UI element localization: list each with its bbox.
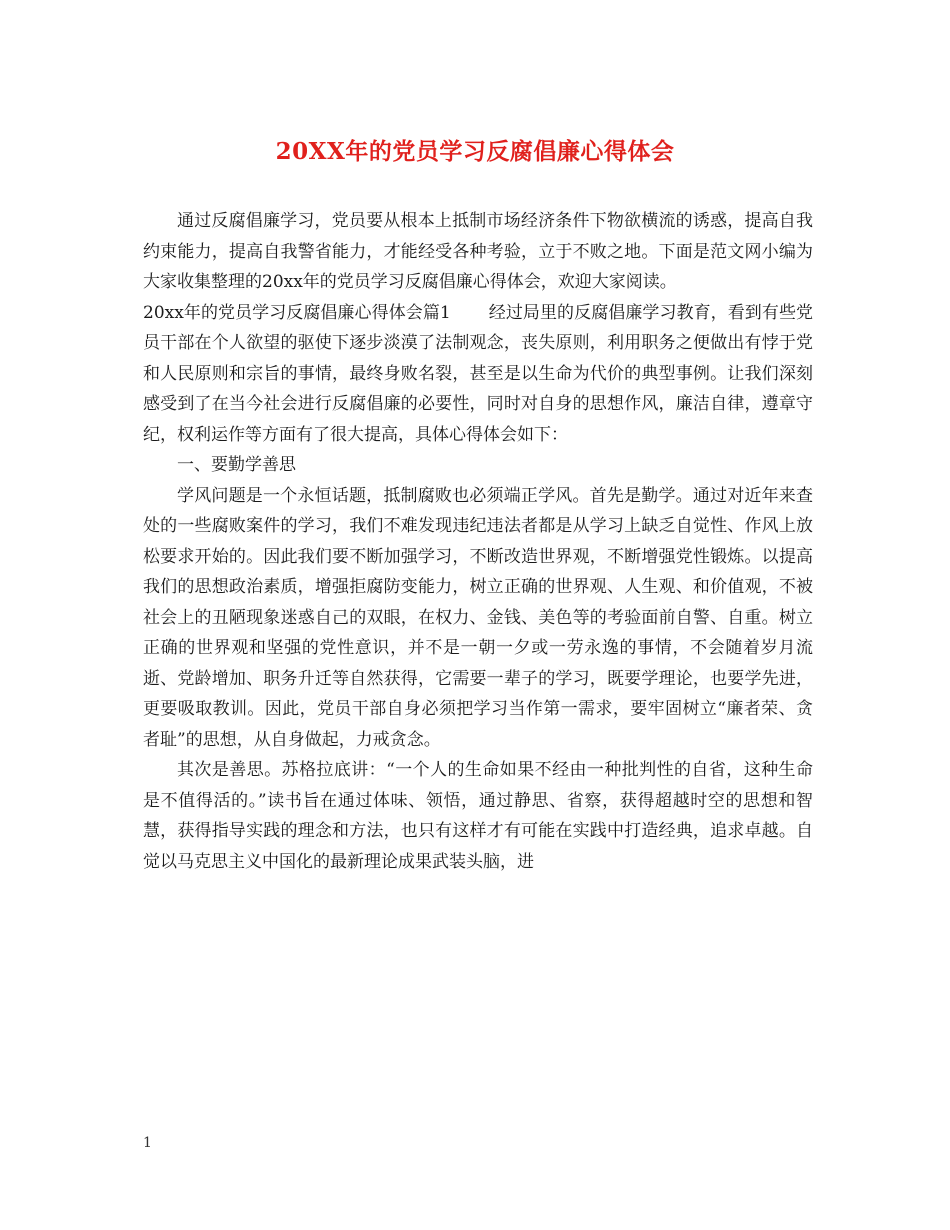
section-intro-text: 经过局里的反腐倡廉学习教育，看到有些党员干部在个人欲望的驱使下逐步淡漠了法制观念，丧失原则，利用职务之便做出有悖于党和人民原则和宗旨的事情，最终身败名裂，甚至是以生命为代价的典型事例。让我们深刻感受到了在当今社会进行反腐倡廉的必要性，同时对自身的思想作风，廉洁自律，遵章守纪，权利运作等方面有了很大提高，具体心得体会如下： — [143, 302, 814, 445]
section-paragraph — [143, 298, 813, 451]
section-label: 20xx年的党员学习反腐倡廉心得体会篇1 — [143, 302, 451, 323]
intro-paragraph: 通过反腐倡廉学习，党员要从根本上抵制市场经济条件下物欲横流的诱惑，提高自我约束能力，提高自我警省能力，才能经受各种考验，立于不败之地。下面是范文网小编为大家收集整理的20xx年的党员学习反腐倡廉心得体会，欢迎大家阅读。 — [143, 211, 813, 292]
document-title: 20XX年的党员学习反腐倡廉心得体会 — [275, 138, 675, 165]
paragraph-diligent-study: 学风问题是一个永恒话题，抵制腐败也必须端正学风。首先是勤学。通过对近年来查处的一些腐败案件的学习，我们不难发现违纪违法者都是从学习上缺乏自觉性、作风上放松要求开始的。因此我们要不断加强学习，不断改造世界观，不断增强党性锻炼。以提高我们的思想政治素质，增强拒腐防变能力，树立正确的世界观、人生观、和价值观，不被社会上的丑陋现象迷惑自己的双眼，在权力、金钱、美色等的考验面前自警、自重。树立正确的世界观和坚强的党性意识，并不是一朝一夕或一劳永逸的事情，不会随着岁月流逝、党龄增加、职务升迁等自然获得，它需要一辈子的学习，既要学理论，也要学先进，更要吸取教训。因此，党员干部自身必须把学习当作第一需求，要牢固树立“廉者荣、贪者耻”的思想，从自身做起，力戒贪念。 — [143, 485, 813, 750]
page-number: 1 — [143, 1135, 152, 1151]
heading-study: 一、要勤学善思 — [177, 455, 296, 475]
document-body — [143, 206, 813, 877]
paragraph-good-thinking: 其次是善思。苏格拉底讲：“一个人的生命如果不经由一种批判性的自省，这种生命是不值得活的。”读书旨在通过体味、领悟，通过静思、省察，获得超越时空的思想和智慧，获得指导实践的理念和方法，也只有这样才有可能在实践中打造经典，追求卓越。自觉以马克思主义中国化的最新理论成果武装头脑，进 — [143, 760, 813, 872]
